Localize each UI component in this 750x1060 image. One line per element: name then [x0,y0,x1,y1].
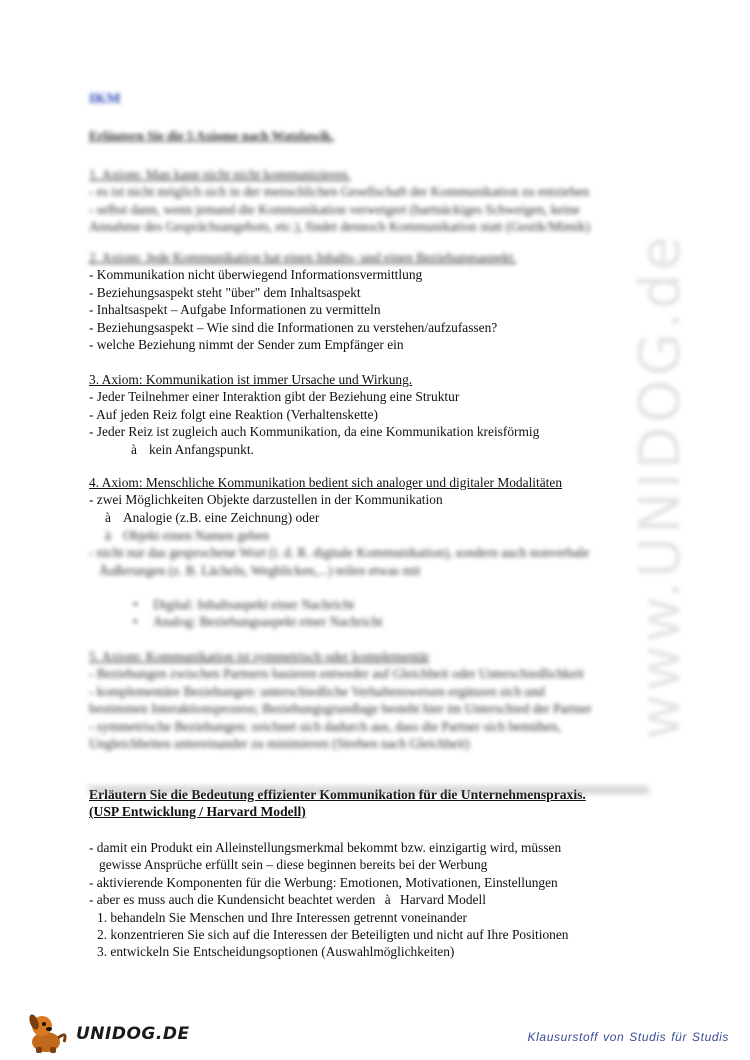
watermark: www.UNIDOG.de [628,233,693,740]
arrow-line [89,527,664,544]
text-line: - Kommunikation nicht überwiegend Informationsvermittlung [89,267,423,283]
footer-word: Klausurstoff [527,1030,599,1044]
section-heading: Erläutern Sie die 5 Axiome nach Watzlawik. [89,128,334,143]
axiom-4 [89,474,664,526]
axiom-4-bullets [89,596,664,631]
numbered-item: 3. entwickeln Sie Entscheidungsoptionen (Auswahlmöglichkeiten) [97,944,455,960]
section-subheading: (USP Entwicklung / Harvard Modell) [89,804,306,819]
text-line: - Inhaltsaspekt – Aufgabe Informationen zu vermitteln [89,302,381,318]
text-line: Annahme des Gesprächsangebots, etc.), findet dennoch Kommunikation statt (Gestik/Mimik) [89,219,590,235]
section-2-heading [89,786,664,820]
text-line: - aktivierende Komponenten für die Werbung: Emotionen, Motivationen, Einstellungen [89,874,558,890]
blur-overlay [89,786,649,794]
footer-tagline [528,1030,734,1044]
footer-word: Studis [629,1030,667,1044]
axiom-title: 2. Axiom: Jede Kommunikation hat einen Inhalts- und einen Beziehungsaspekt. [89,250,517,265]
text-line: - es ist nicht möglich sich in der menschlichen Gesellschaft der Kommunikation zu entziehen [89,184,590,200]
text-line: Analogie (z.B. eine Zeichnung) oder [123,509,320,525]
text-line: - symmetrische Beziehungen: zeichnet sich dadurch aus, dass die Partner sich bemühen, [89,718,561,734]
section-heading: Erläutern Sie die Bedeutung effizienter Kommunikation für die Unternehmenspraxis. [89,787,586,802]
text-line: Äußerungen (z. B. Lächeln, Wegblicken,...) teilen etwas mit [99,562,421,578]
arrow-line [89,441,664,458]
document-title: IKM [89,91,121,107]
text-line: - Beziehungsaspekt steht "über" dem Inhaltsaspekt [89,284,361,300]
text-line: - selbst dann, wenn jemand die Kommunikation verweigert (hartnäckiges Schweigen, keine [89,201,580,217]
axiom-title: 1. Axiom: Man kann nicht nicht kommunizieren. [89,167,351,182]
footer-word: für [671,1030,688,1044]
arrow-icon: à [131,441,137,457]
numbered-item: 2. konzentrieren Sie sich auf die Interessen der Beteiligten und nicht auf Ihre Positionen [97,927,569,943]
text-line: - damit ein Produkt ein Alleinstellungsmerkmal bekommt bzw. einzigartig wird, müssen [89,840,562,855]
harvard-line [89,891,664,908]
text-line: Harvard Modell [400,892,486,908]
text-line: gewisse Ansprüche erfüllt sein – diese beginnen bereits bei der Werbung [99,857,488,873]
arrow-icon: à [105,528,111,543]
text-line: - komplementäre Beziehungen: unterschiedliche Verhaltensweisen ergänzen sich und [89,683,545,699]
axiom-1 [89,166,664,236]
axiom-4-continued [89,527,664,579]
text-line: - aber es muss auch die Kundensicht beachtet werden [89,892,376,908]
text-line: - Beziehungsaspekt – Wie sind die Informationen zu verstehen/aufzufassen? [89,319,498,335]
arrow-line [89,509,664,526]
section-2-body [89,839,664,961]
arrow-icon: à [105,509,111,525]
logo-text: UNIDOG.DE [76,1024,190,1044]
text-line: Objekt einen Namen geben [123,528,270,543]
axiom-title: 5. Axiom: Kommunikation ist symmetrisch oder komplementär [89,649,430,664]
dog-mascot-icon [24,1012,74,1054]
numbered-item: 1. behandeln Sie Menschen und Ihre Interessen getrennt voneinander [97,909,467,925]
footer-word: Studis [692,1030,729,1044]
text-line: - zwei Möglichkeiten Objekte darzustellen in der Kommunikation [89,492,443,508]
text-line: - Beziehungen zwischen Partnern basieren entweder auf Gleichheit oder Unterschiedlichkeit [89,666,584,682]
text-line: kein Anfangspunkt. [149,441,254,457]
footer-word: von [603,1030,625,1044]
text-line: - Jeder Teilnehmer einer Interaktion gibt der Beziehung eine Struktur [89,389,460,405]
text-line: - welche Beziehung nimmt der Sender zum Empfänger ein [89,337,404,353]
text-line: - Jeder Reiz ist zugleich auch Kommunikation, da eine Kommunikation kreisförmig [89,424,540,440]
bullet-item: • Digital: Inhaltsaspekt einer Nachricht [89,596,664,613]
axiom-2 [89,249,664,353]
unidog-logo [24,1012,190,1054]
text-line: bestimmen Interaktionsprozess; Beziehungsgrundlage besteht hier im Unterschied der Partner [89,701,592,717]
text-line: Ungleichheiten untereinander zu minimieren (Streben nach Gleichheit) [89,736,470,752]
axiom-title: 3. Axiom: Kommunikation ist immer Ursache und Wirkung. [89,372,413,387]
bullet-item: • Analog: Beziehungsaspekt einer Nachricht [89,613,664,630]
text-line: - nicht nur das gesprochene Wort (i. d. R. digitale Kommunikation), sondern auch nonverbale [89,545,590,561]
axiom-title: 4. Axiom: Menschliche Kommunikation bedient sich analoger und digitaler Modalitäten [89,475,563,490]
axiom-5 [89,648,664,752]
text-line: - Auf jeden Reiz folgt eine Reaktion (Verhaltenskette) [89,406,378,422]
axiom-3 [89,371,664,458]
arrow-icon: à [384,892,391,908]
